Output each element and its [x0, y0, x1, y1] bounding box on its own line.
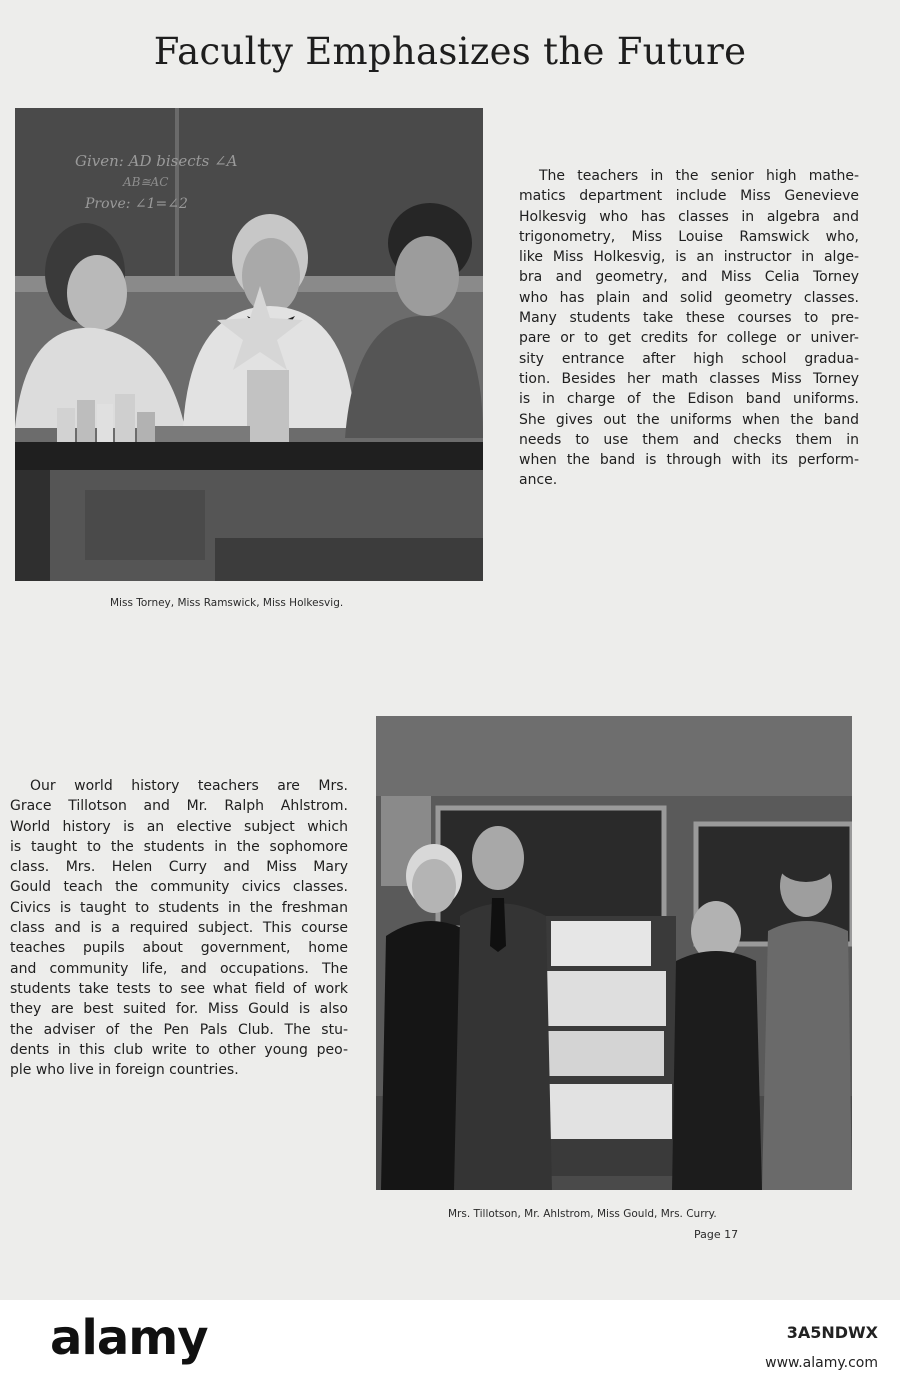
text-line: the adviser of the Pen Pals Club. The stu- [10, 1021, 348, 1038]
brand-logo: alamy [50, 1310, 208, 1366]
photo-caption-bottom: Mrs. Tillotson, Mr. Ahlstrom, Miss Gould, Mrs. Curry. [448, 1208, 717, 1220]
paragraph-math-department [519, 166, 859, 491]
text-line: like Miss Holkesvig, is an instructor in alge- [519, 249, 859, 266]
text-line: Grace Tillotson and Mr. Ralph Ahlstrom. [10, 798, 348, 815]
text-line: dents in this club write to other young peo- [10, 1041, 348, 1058]
text-line: ance. [519, 472, 558, 489]
text-line: Gould teach the community civics classes. [10, 879, 348, 896]
text-line: and community life, and occupations. The [10, 960, 348, 977]
text-line: is in charge of the Edison band uniforms. [519, 391, 859, 408]
text-line: when the band is through with its perform- [519, 452, 859, 469]
text-line: sity entrance after high school gradua- [519, 350, 859, 367]
text-line: The teachers in the senior high mathe- [539, 168, 859, 184]
paragraph-history-civics [10, 776, 348, 1080]
text-line: needs to use them and checks them in [519, 431, 859, 448]
photo-caption-top: Miss Torney, Miss Ramswick, Miss Holkesvig. [110, 597, 344, 609]
chalk-line-1: Given: AD bisects ∠A [75, 152, 238, 170]
text-line: class and is a required subject. This course [10, 920, 348, 937]
text-line: they are best suited for. Miss Gould is also [10, 1001, 348, 1018]
image-id: 3A5NDWX [786, 1323, 878, 1342]
photo-math-teachers [15, 108, 483, 581]
photo-history-civics-teachers [376, 716, 852, 1190]
text-line: Holkesvig who has classes in algebra and [519, 208, 859, 225]
text-line: pare or to get credits for college or univer- [519, 330, 859, 347]
chalk-line-3: Prove: ∠1=∠2 [85, 196, 188, 212]
text-line: Many students take these courses to pre- [519, 310, 859, 327]
page-number: Page 17 [694, 1228, 739, 1241]
text-line: She gives out the uniforms when the band [519, 411, 859, 428]
text-line: World history is an elective subject which [10, 818, 348, 835]
text-line: students take tests to see what field of work [10, 980, 348, 997]
text-line: who has plain and solid geometry classes. [519, 289, 859, 306]
site-url[interactable]: www.alamy.com [765, 1355, 878, 1371]
footer-info [765, 1318, 878, 1378]
page-title: Faculty Emphasizes the Future [153, 30, 747, 73]
text-line: matics department include Miss Genevieve [519, 188, 859, 205]
text-line: Civics is taught to students in the freshman [10, 899, 348, 916]
text-line: bra and geometry, and Miss Celia Torney [519, 269, 859, 286]
text-line: ple who live in foreign countries. [10, 1062, 239, 1079]
text-line: trigonometry, Miss Louise Ramswick who, [519, 228, 859, 245]
text-line: is taught to the students in the sophomore [10, 838, 348, 855]
text-line: Our world history teachers are Mrs. [30, 778, 348, 794]
text-line: class. Mrs. Helen Curry and Miss Mary [10, 859, 348, 876]
text-line: tion. Besides her math classes Miss Torney [519, 370, 859, 387]
chalk-line-2: AB≅AC [123, 175, 169, 189]
text-line: teaches pupils about government, home [10, 940, 348, 957]
